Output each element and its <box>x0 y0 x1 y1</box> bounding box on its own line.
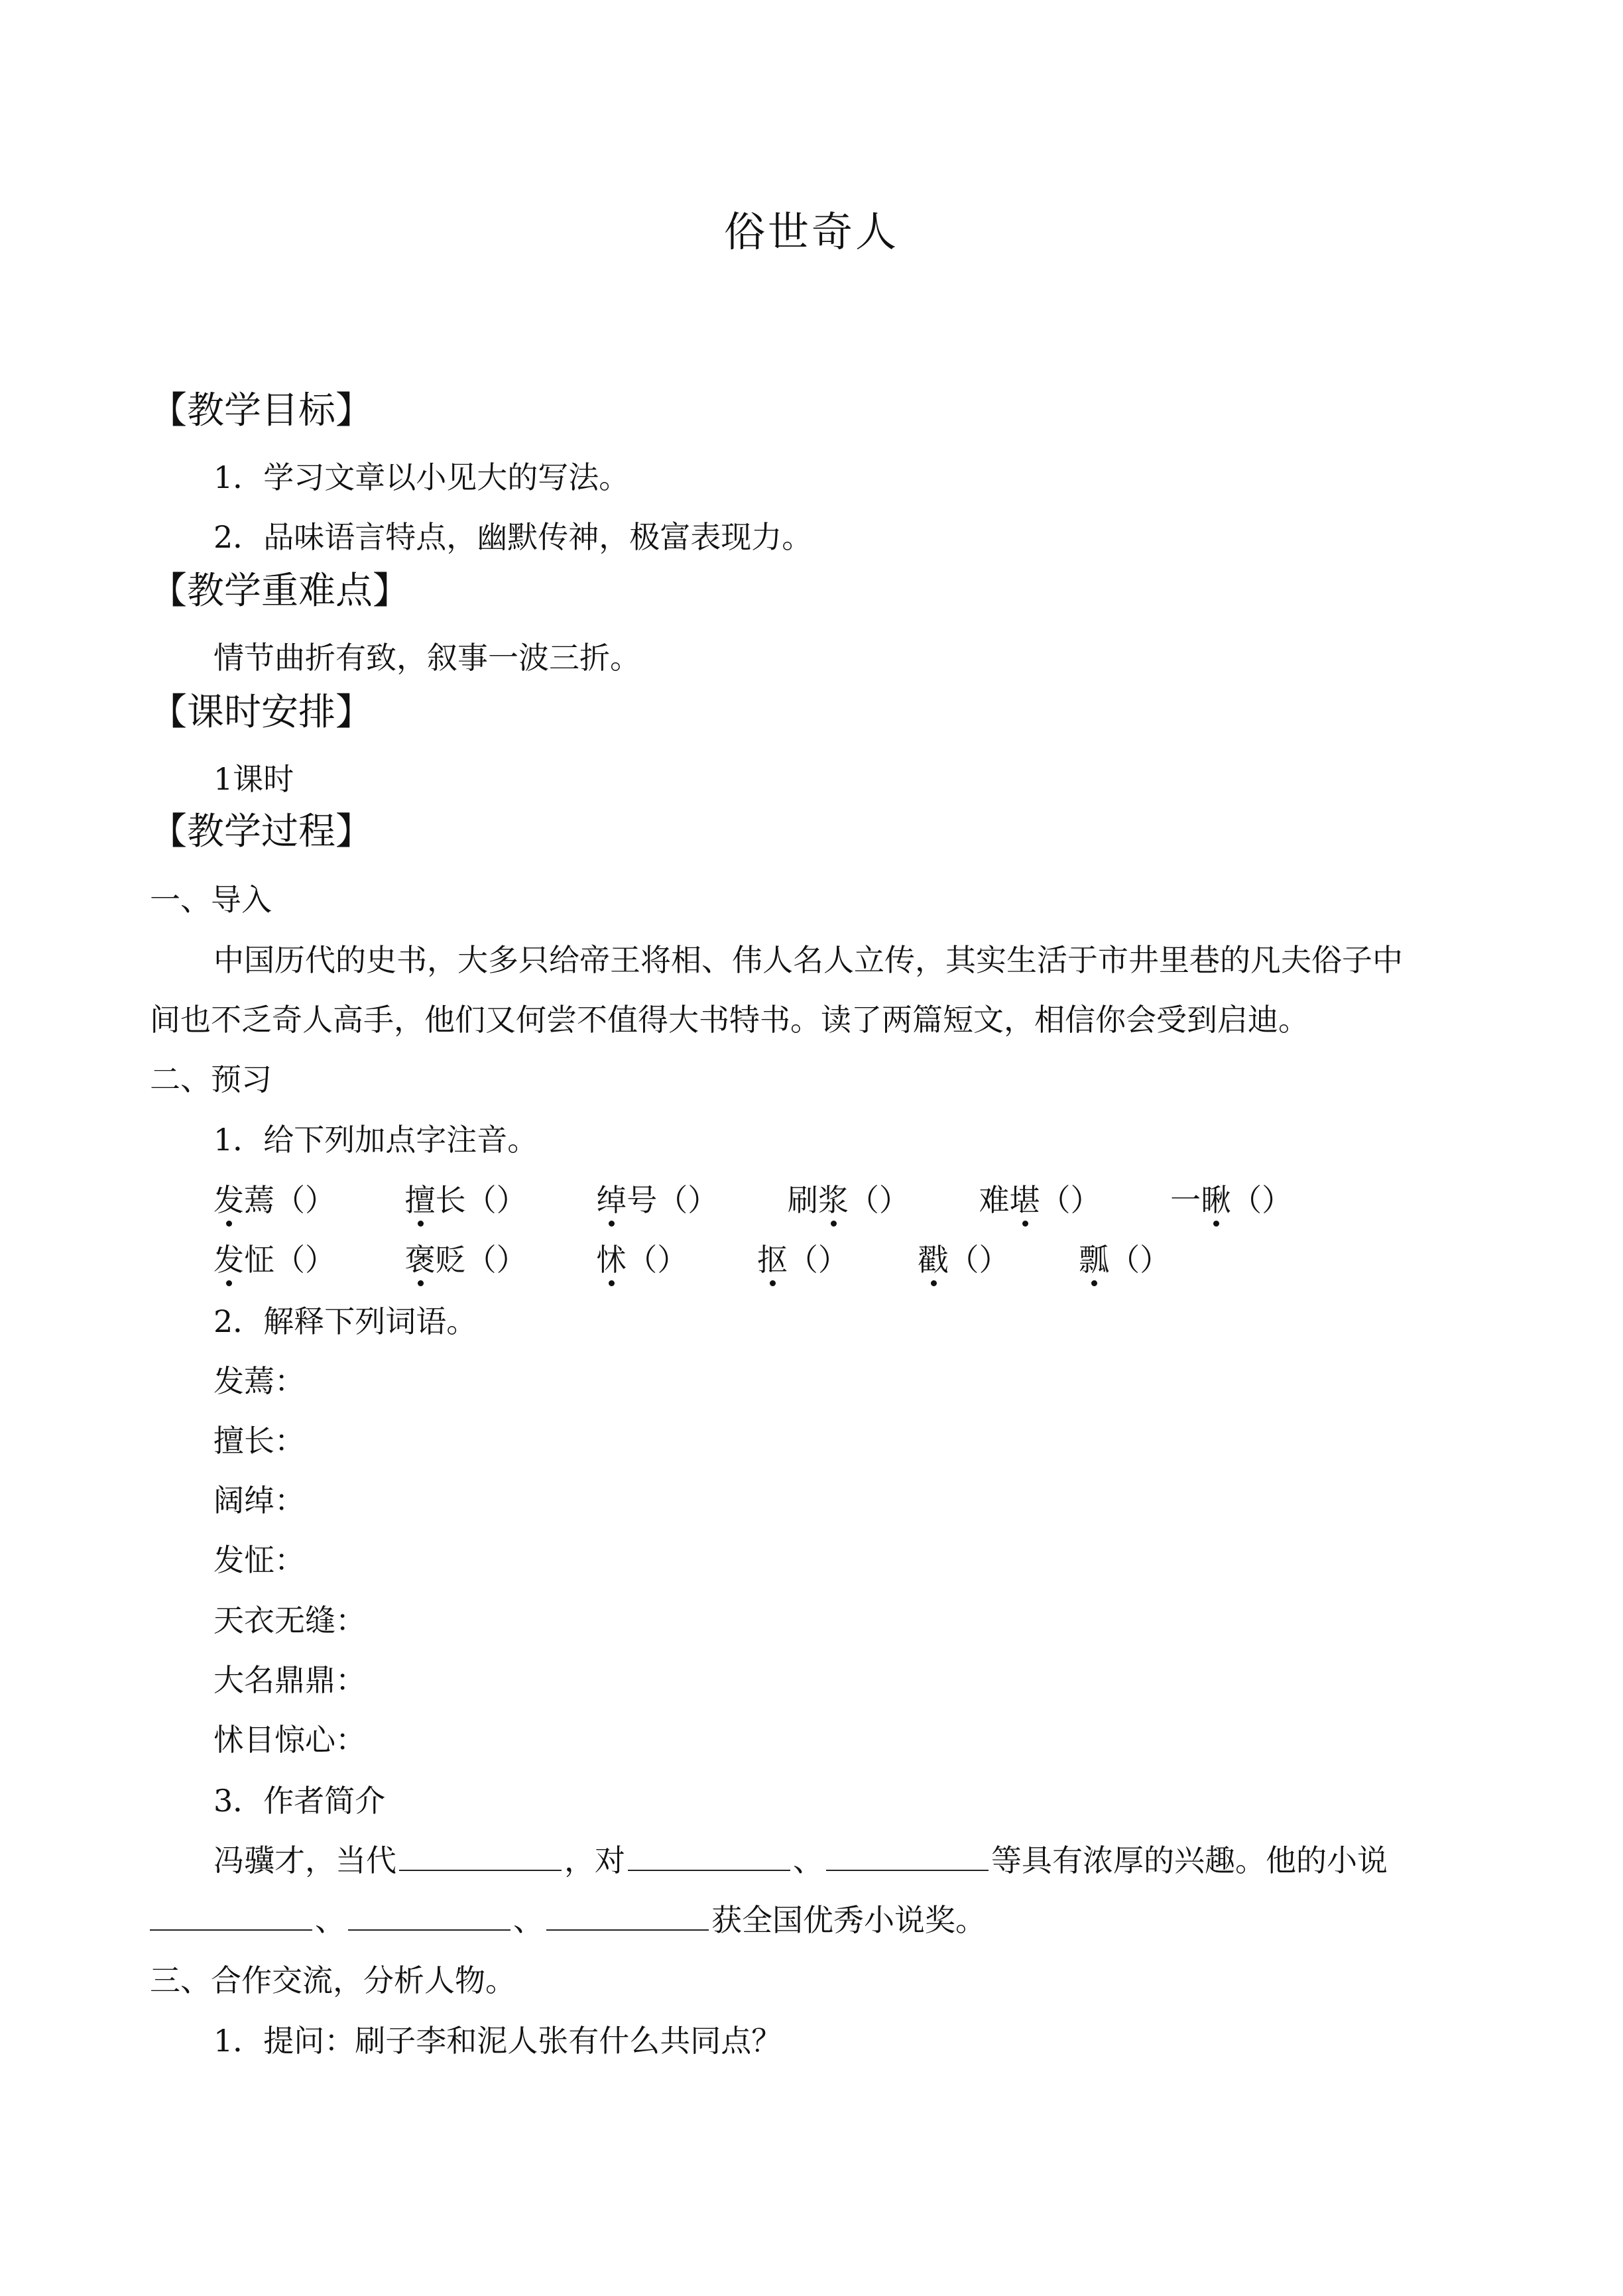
vocab-term: 发怔： <box>213 1542 305 1578</box>
pinyin-item: 绰号（） <box>596 1180 718 1220</box>
dotted-char: 浆 <box>818 1180 849 1220</box>
pinyin-item: 刷浆（） <box>788 1180 910 1220</box>
dotted-char: 褒 <box>405 1240 436 1280</box>
pinyin-item: 难堪（） <box>979 1180 1101 1220</box>
pinyin-row-2 <box>213 1240 1220 1280</box>
author-fill-line-2: 、 、 获全国优秀小说奖。 <box>150 1900 986 1940</box>
dotted-char: 发 <box>213 1240 244 1280</box>
schedule-text: 1课时 <box>213 761 294 797</box>
pinyin-item: 一瞅（） <box>1170 1180 1292 1220</box>
discussion-question-1: 1．提问：刷子李和泥人张有什么共同点？ <box>213 2023 782 2059</box>
preview-question-1: 1．给下列加点字注音。 <box>213 1122 538 1158</box>
pinyin-item: 戳（） <box>918 1240 1010 1280</box>
pinyin-item: 瓢（） <box>1079 1240 1170 1280</box>
vocab-term: 阔绰： <box>213 1482 305 1518</box>
fill-blank[interactable] <box>826 1843 989 1871</box>
vocab-term: 大名鼎鼎： <box>213 1662 366 1698</box>
page-title: 俗世奇人 <box>723 208 899 256</box>
section-preview-title: 二、预习 <box>150 1061 272 1097</box>
key-points-text: 情节曲折有致，叙事一波三折。 <box>213 640 640 676</box>
pinyin-item: 抠（） <box>757 1240 849 1280</box>
objectives-heading: 【教学目标】 <box>150 389 373 432</box>
schedule-heading: 【课时安排】 <box>150 691 373 734</box>
dotted-char: 堪 <box>1010 1180 1040 1220</box>
vocab-term: 天衣无缝： <box>213 1602 366 1638</box>
fill-blank[interactable] <box>399 1843 562 1871</box>
preview-question-3: 3．作者简介 <box>213 1783 386 1819</box>
dotted-char: 发 <box>213 1180 244 1220</box>
pinyin-row-1 <box>213 1180 1342 1220</box>
dotted-char: 擅 <box>405 1180 436 1220</box>
dotted-char: 抠 <box>757 1240 788 1280</box>
pinyin-item: 发蔫（） <box>213 1180 335 1220</box>
vocab-term: 发蔫： <box>213 1363 305 1399</box>
dotted-char: 戳 <box>918 1240 949 1280</box>
process-heading: 【教学过程】 <box>150 810 373 853</box>
author-fill-line-1: 冯骥才，当代 ，对 、 等具有浓厚的兴趣。他的小说 <box>213 1843 1388 1878</box>
dotted-char: 瞅 <box>1201 1180 1231 1220</box>
fill-blank[interactable] <box>546 1903 709 1931</box>
pinyin-item: 怵（） <box>596 1240 688 1280</box>
vocab-term: 擅长： <box>213 1423 305 1459</box>
dotted-char: 怵 <box>596 1240 627 1280</box>
intro-paragraph-line: 间也不乏奇人高手，他们又何尝不值得大书特书。读了两篇短文，相信你会受到启迪。 <box>150 1002 1309 1038</box>
preview-question-2: 2．解释下列词语。 <box>213 1303 477 1339</box>
objective-item: 2．品味语言特点，幽默传神，极富表现力。 <box>213 519 813 555</box>
intro-paragraph-line: 中国历代的史书，大多只给帝王将相、伟人名人立传，其实生活于市井里巷的凡夫俗子中 <box>213 942 1403 978</box>
dotted-char: 瓢 <box>1079 1240 1109 1280</box>
fill-blank[interactable] <box>150 1903 312 1931</box>
fill-blank[interactable] <box>628 1843 790 1871</box>
section-discussion-title: 三、合作交流，分析人物。 <box>150 1963 516 1998</box>
pinyin-item: 褒贬（） <box>405 1240 527 1280</box>
objective-item: 1．学习文章以小见大的写法。 <box>213 459 630 495</box>
fill-blank[interactable] <box>348 1903 511 1931</box>
pinyin-item: 擅长（） <box>405 1180 527 1220</box>
vocab-term: 怵目惊心： <box>213 1722 366 1758</box>
pinyin-item: 发怔（） <box>213 1240 335 1280</box>
section-intro-title: 一、导入 <box>150 882 272 918</box>
dotted-char: 绰 <box>596 1180 627 1220</box>
key-points-heading: 【教学重难点】 <box>150 570 410 613</box>
